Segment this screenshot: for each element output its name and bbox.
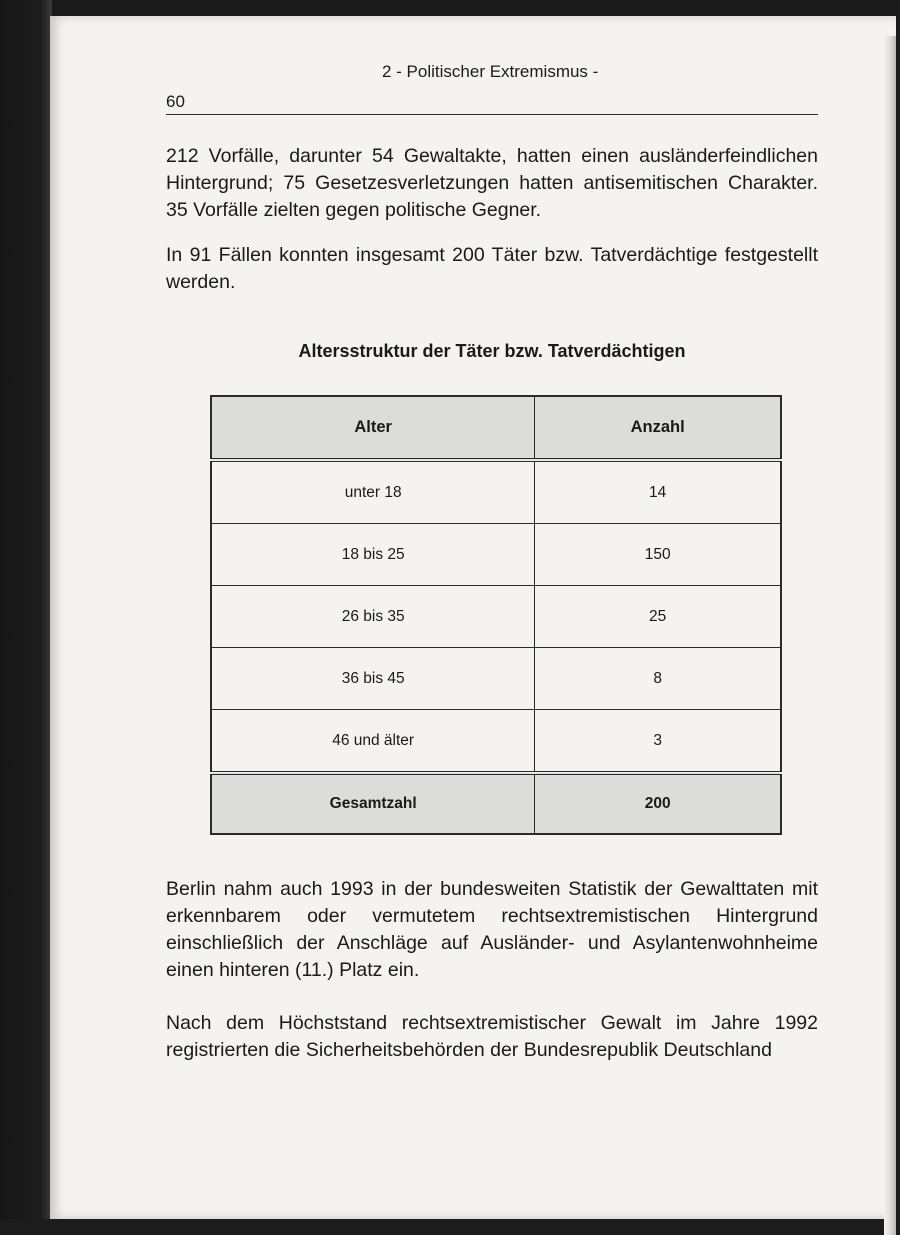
page-number: 60 bbox=[166, 92, 185, 111]
count-cell: 14 bbox=[535, 460, 781, 524]
age-cell: 18 bis 25 bbox=[211, 524, 535, 586]
page-header bbox=[50, 16, 896, 126]
age-cell: 26 bis 35 bbox=[211, 586, 535, 648]
table-row bbox=[211, 586, 781, 648]
total-value: 200 bbox=[535, 773, 781, 834]
count-cell: 25 bbox=[535, 586, 781, 648]
column-header-age: Alter bbox=[211, 396, 535, 460]
table-row bbox=[211, 524, 781, 586]
paragraph-offenders: In 91 Fällen konnten insgesamt 200 Täter bzw. Tatverdächtige festgestellt werden. bbox=[166, 244, 818, 293]
paragraph-berlin-ranking: Berlin nahm auch 1993 in der bundesweiten Statistik der Gewalttaten mit erkennbarem oder vermutetem rechtsextremistischen Hintergrund einschließlich der Anschläge auf Ausländer- und Asylantenwohnheime einen hinteren (11.) Platz ein. bbox=[166, 878, 818, 981]
paragraph-peak-violence: Nach dem Höchststand rechtsextremistischer Gewalt im Jahre 1992 registrierten die Sicherheitsbehörden der Bundesrepublik Deutschland bbox=[166, 1012, 818, 1061]
count-cell: 3 bbox=[535, 710, 781, 774]
table-total-row bbox=[211, 773, 781, 834]
age-cell: unter 18 bbox=[211, 460, 535, 524]
page-edge-shadow bbox=[884, 36, 896, 1235]
table-row bbox=[211, 648, 781, 710]
age-structure-table bbox=[210, 395, 782, 835]
scan-border-left bbox=[0, 0, 52, 1219]
count-cell: 150 bbox=[535, 524, 781, 586]
header-divider bbox=[166, 114, 818, 115]
document-page bbox=[50, 16, 896, 1219]
table-title: Altersstruktur der Täter bzw. Tatverdächtigen bbox=[298, 341, 686, 361]
total-label: Gesamtzahl bbox=[211, 773, 535, 834]
age-cell: 46 und älter bbox=[211, 710, 535, 774]
paragraph-incidents: 212 Vorfälle, darunter 54 Gewaltakte, hatten einen ausländerfeindlichen Hintergrund; 75 Gesetzesverletzungen hatten antisemitischen Charakter. 35 Vorfälle zielten gegen politische Gegner. bbox=[166, 145, 818, 221]
count-cell: 8 bbox=[535, 648, 781, 710]
table-row bbox=[211, 460, 781, 524]
column-header-count: Anzahl bbox=[535, 396, 781, 460]
age-cell: 36 bis 45 bbox=[211, 648, 535, 710]
table-header-row bbox=[211, 396, 781, 460]
table-row bbox=[211, 710, 781, 774]
running-title: 2 - Politischer Extremismus - bbox=[382, 62, 599, 81]
